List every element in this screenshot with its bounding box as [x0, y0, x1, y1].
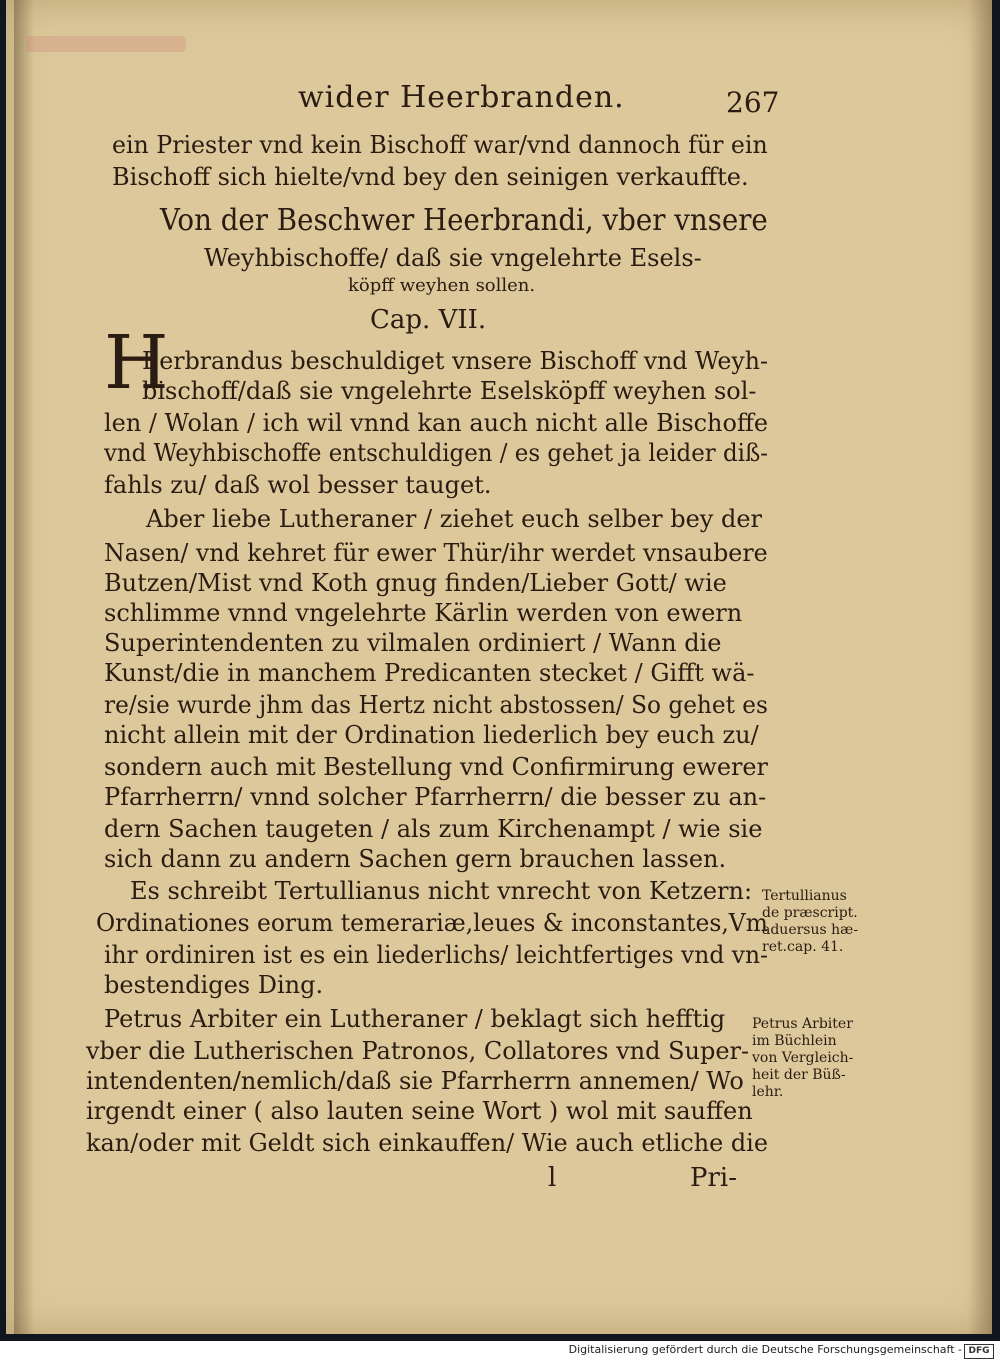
body-text-line: intendenten/nemlich/daß sie Pfarrherrn annemen/ Wo	[86, 1067, 744, 1095]
text-line-top-1: ein Priester vnd kein Bischoff war/vnd dannoch für ein	[112, 131, 768, 159]
body-text-line: nicht allein mit der Ordination liederlich bey euch zu/	[104, 721, 759, 749]
body-text-line: Nasen/ vnd kehret für ewer Thür/ihr werdet vnsaubere	[104, 539, 768, 567]
body-text-line: Butzen/Mist vnd Koth gnug finden/Lieber Gott/ wie	[104, 569, 727, 597]
body-text-line: Superintendenten zu vilmalen ordiniert / Wann die	[104, 629, 722, 657]
footer-credit: Digitalisierung gefördert durch die Deutsche Forschungsgemeinschaft -	[568, 1343, 962, 1356]
page-number: 267	[726, 86, 780, 119]
body-text-line: Aber liebe Lutheraner / ziehet euch selber bey der	[146, 505, 763, 533]
body-text-line: bestendiges Ding.	[104, 971, 324, 999]
body-text-line: Petrus Arbiter ein Lutheraner / beklagt sich hefftig	[104, 1005, 726, 1033]
body-text-line: Ordinationes eorum temerariæ,leues & inconstantes,Vm	[96, 909, 768, 937]
body-text-line: dern Sachen taugeten / als zum Kirchenampt / wie sie	[104, 815, 763, 843]
body-text-line: Eerbrandus beschuldiget vnsere Bischoff vnd Weyh-	[142, 347, 769, 375]
body-text-line: irgendt einer ( also lauten seine Wort ) wol mit sauffen	[86, 1097, 753, 1125]
margin-note-line: aduersus hæ-	[762, 922, 859, 938]
drop-cap: H	[104, 320, 169, 406]
body-text-line: sich dann zu andern Sachen gern brauchen lassen.	[104, 845, 727, 873]
margin-note-line: von Vergleich-	[752, 1050, 854, 1066]
body-text-line: Pfarrherrn/ vnnd solcher Pfarrherrn/ die besser zu an-	[104, 783, 767, 811]
catchword: Pri-	[690, 1163, 738, 1193]
margin-note-line: Tertullianus	[762, 888, 847, 904]
page-gutter-shadow	[14, 0, 34, 1334]
section-heading-line-2: Weyhbischoffe/ daß sie vngelehrte Esels-	[204, 244, 702, 272]
margin-note-line: ret.cap. 41.	[762, 939, 844, 955]
body-text-line: sondern auch mit Bestellung vnd Confirmirung ewerer	[104, 753, 768, 781]
chapter-title: Cap. VII.	[370, 305, 487, 335]
body-text-line: fahls zu/ daß wol besser tauget.	[104, 471, 492, 499]
margin-note-line: heit der Büß-	[752, 1067, 846, 1083]
running-head: wider Heerbranden.	[298, 80, 625, 115]
dfg-logo-icon: DFG	[964, 1344, 994, 1359]
margin-note-line: lehr.	[752, 1084, 784, 1100]
section-heading-line-3: köpff weyhen sollen.	[348, 275, 536, 296]
ink-bleed-stain	[26, 36, 186, 52]
body-text-line: ihr ordiniren ist es ein liederlichs/ leichtfertiges vnd vn-	[104, 941, 768, 969]
body-text-line: vber die Lutherischen Patronos, Collatores vnd Super-	[86, 1037, 750, 1065]
text-line-top-2: Bischoff sich hielte/vnd bey den seinigen verkauffte.	[112, 163, 749, 191]
body-text-line: len / Wolan / ich wil vnnd kan auch nicht alle Bischoffe	[104, 409, 769, 437]
body-text-line: schlimme vnnd vngelehrte Kärlin werden von ewern	[104, 599, 743, 627]
margin-note-arbiter	[752, 1016, 853, 1101]
body-text-line: kan/oder mit Geldt sich einkauffen/ Wie auch etliche die	[86, 1129, 768, 1157]
body-text-line: bischoff/daß sie vngelehrte Eselsköpff weyhen sol-	[142, 377, 757, 405]
margin-note-line: im Büchlein	[752, 1033, 837, 1049]
footer-bar	[0, 1341, 1000, 1361]
margin-note-line: de præscript.	[762, 905, 858, 921]
signature-mark: l	[548, 1163, 557, 1193]
margin-note-line: Petrus Arbiter	[752, 1016, 853, 1032]
page-edge-shadow	[968, 0, 992, 1334]
body-text-line: Es schreibt Tertullianus nicht vnrecht von Ketzern:	[130, 877, 753, 905]
body-text-line: vnd Weyhbischoffe entschuldigen / es gehet ja leider diß-	[104, 439, 768, 467]
margin-note-tertullian	[762, 888, 858, 956]
body-text-line: Kunst/die in manchem Predicanten stecket / Gifft wä-	[104, 659, 755, 687]
section-heading-line-1: Von der Beschwer Heerbrandi, vber vnsere	[160, 203, 768, 238]
body-text-line: re/sie wurde jhm das Hertz nicht abstossen/ So gehet es	[104, 691, 768, 719]
